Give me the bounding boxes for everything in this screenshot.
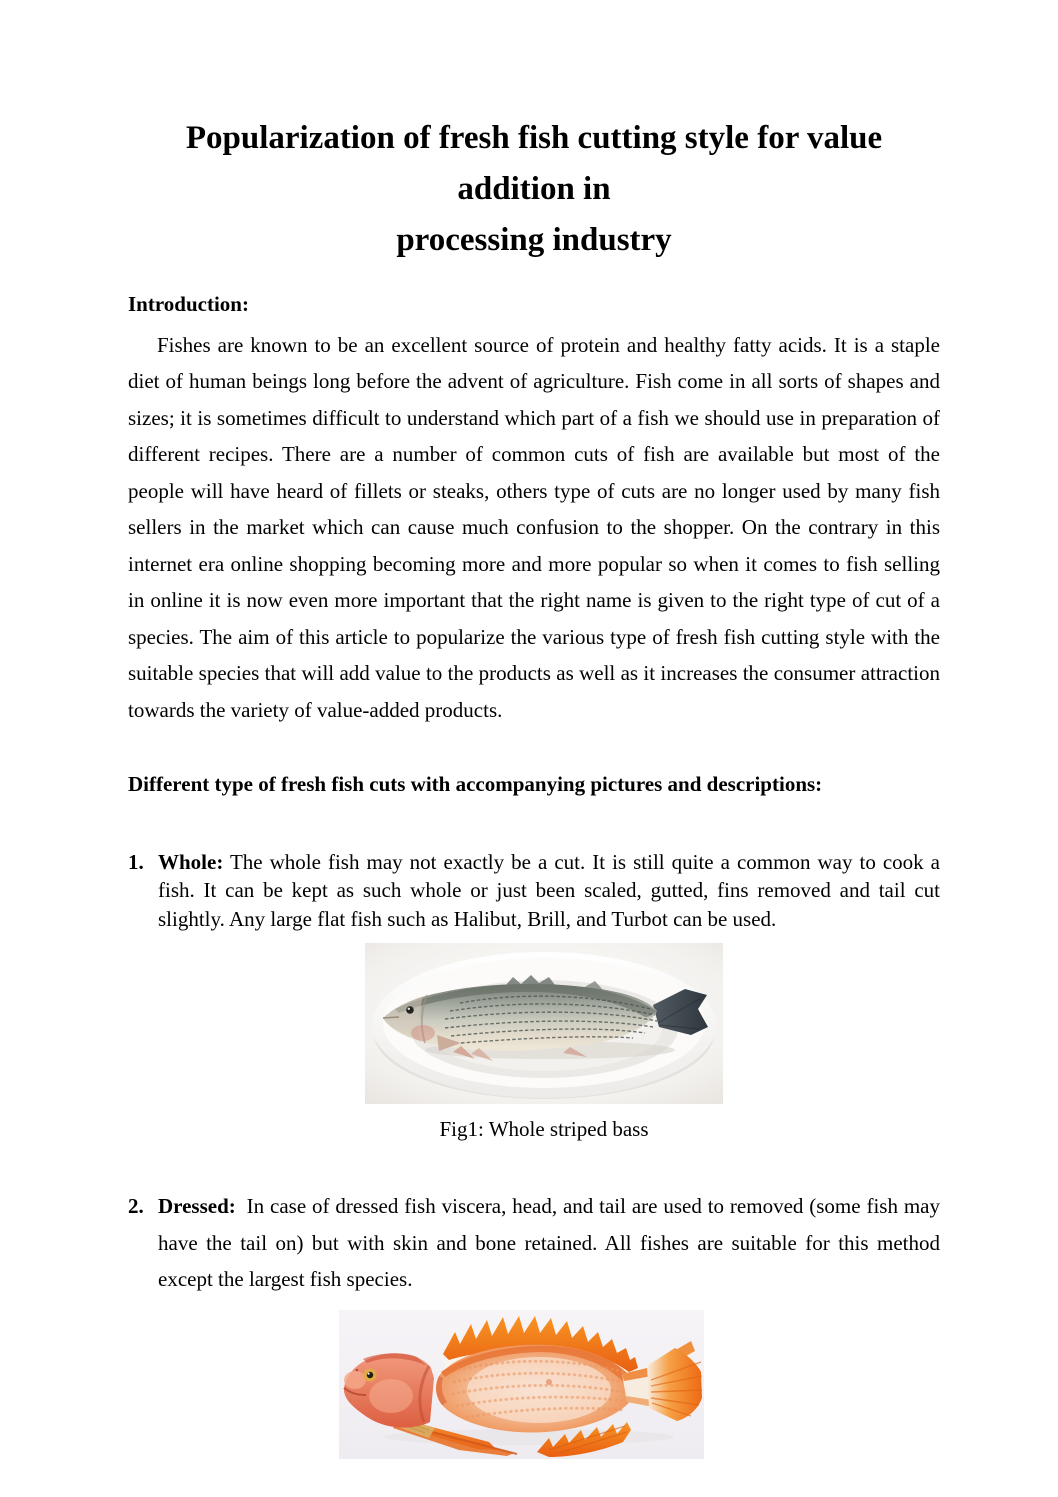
title-line-2: processing industry [396, 222, 672, 258]
introduction-heading: Introduction: [128, 292, 249, 316]
item-text: The whole fish may not exactly be a cut. It is still quite a common way to cook a fish. It can be kept as such whole or just been scaled, gutted, fins removed and tail cut slightly. Any large flat fish such as Halibut, Brill, and Turbot can be used. [158, 849, 940, 931]
item-number: 1. [128, 849, 144, 874]
item-description [158, 848, 940, 934]
item-term: Whole: [158, 849, 224, 874]
cut-item-dressed [128, 1188, 940, 1298]
section-heading: Different type of fresh fish cuts with accompanying pictures and descriptions: [128, 772, 823, 796]
whole-striped-bass-photo [365, 943, 723, 1104]
introduction-paragraph: Fishes are known to be an excellent source of protein and healthy fatty acids. It is a staple diet of human beings long before the advent of agriculture. Fish come in all sorts of shapes and sizes; it is sometimes difficult to understand which part of a fish we should use in preparation of different recipes. There are a number of common cuts of fish are available but most of the people will have heard of fillets or steaks, others type of cuts are no longer used by many fish sellers in the market which can cause much confusion to the shopper. On the contrary in this internet era online shopping becoming more and more popular so when it comes to fish selling in online it is now even more important that the right name is given to the right type of cut of a species. The aim of this article to popularize the various type of fresh fish cutting style with the suitable species that will add value to the products as well as it increases the consumer attraction towards the variety of value-added products. [128, 332, 940, 722]
figure-dressed-fish [339, 1310, 704, 1459]
item-description [158, 1188, 940, 1298]
figure-whole-fish [365, 943, 723, 1144]
dressed-fish-photo [339, 1310, 704, 1459]
item-text: In case of dressed fish viscera, head, and tail are used to removed (some fish may have the tail on) but with skin and bone retained. All fishes are suitable for this method except the largest fish species. [158, 1194, 940, 1292]
item-term: Dressed: [158, 1194, 236, 1218]
figure1-caption: Fig1: Whole striped bass [439, 1117, 649, 1141]
item-number: 2. [128, 1194, 144, 1218]
title-line-1: Popularization of fresh fish cutting style for value addition in [185, 120, 883, 207]
cut-item-whole [128, 848, 940, 934]
document-title [128, 113, 940, 266]
